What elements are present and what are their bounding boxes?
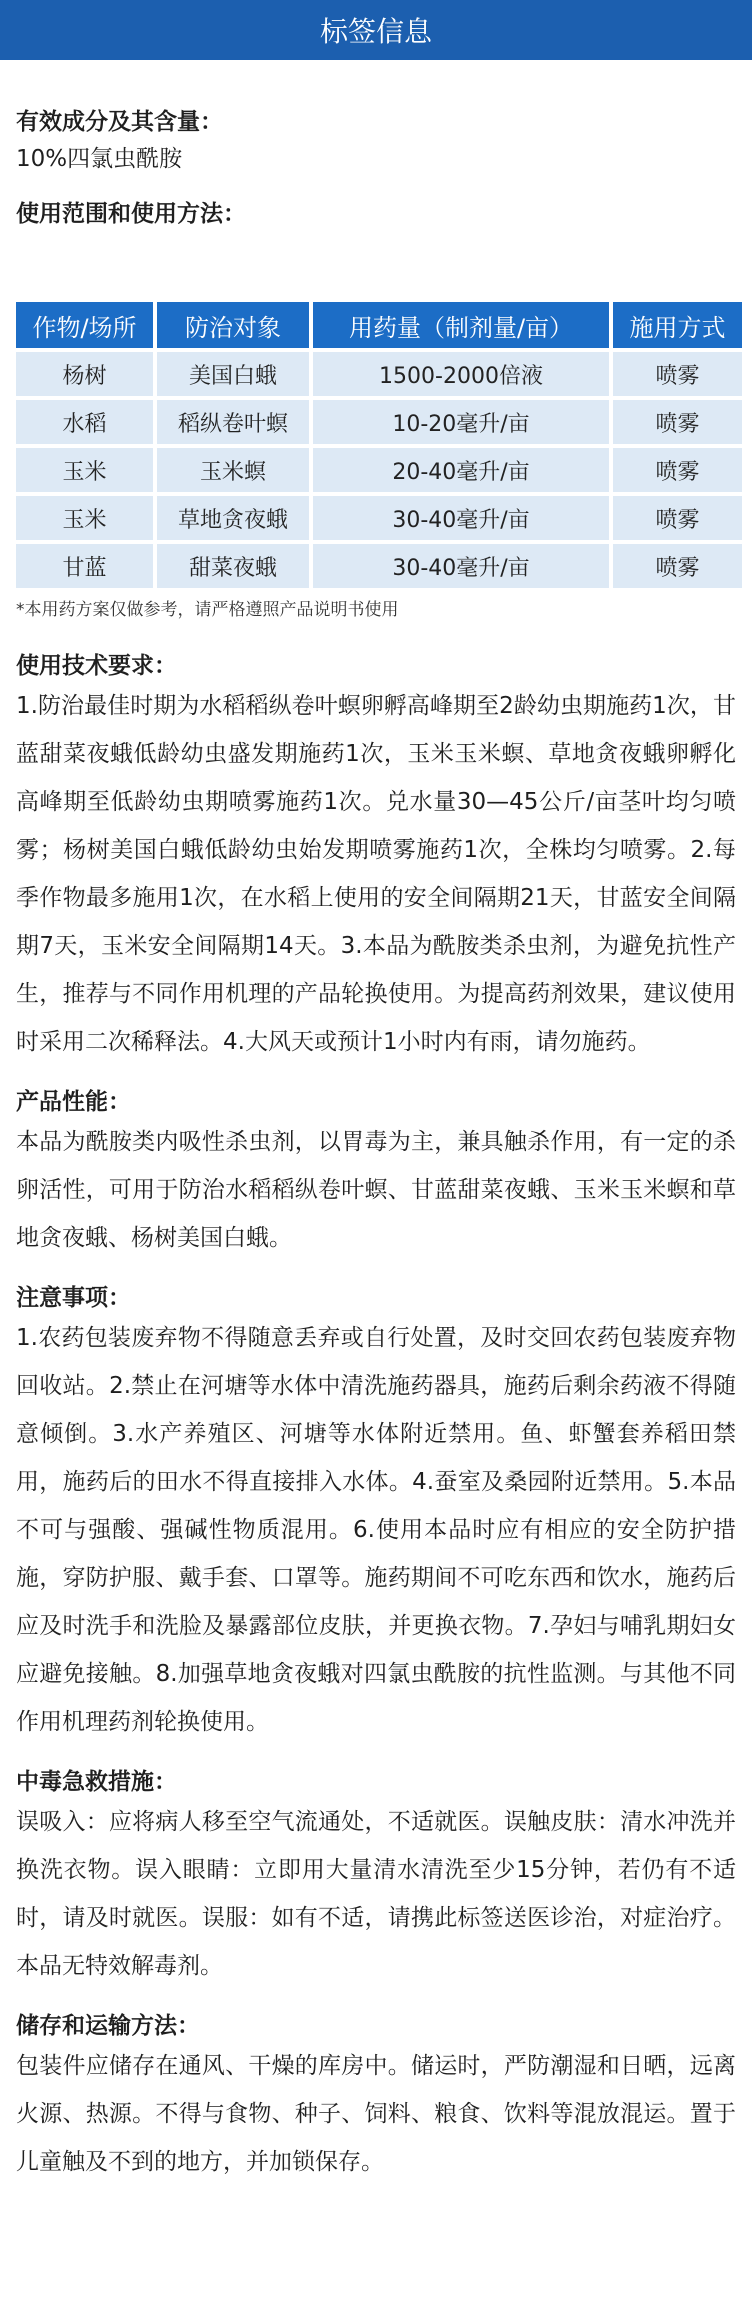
storage-section xyxy=(16,2010,736,2186)
cell-crop: 玉米 xyxy=(16,448,153,496)
scope-title: 使用范围和使用方法： xyxy=(16,201,246,227)
table-row xyxy=(16,496,742,544)
scope-section xyxy=(16,198,736,230)
cell-target: 美国白蛾 xyxy=(157,352,309,400)
cell-dosage: 10-20毫升/亩 xyxy=(313,400,609,448)
header-dosage: 用药量（制剂量/亩） xyxy=(313,302,609,352)
first-aid-text: 误吸入：应将病人移至空气流通处，不适就医。误触皮肤：清水冲洗并换洗衣物。误入眼睛：立即用大量清水清洗至少15分钟，若仍有不适时，请及时就医。误服：如有不适，请携此标签送医诊治，对症治疗。本品无特效解毒剂。 xyxy=(16,1809,736,1979)
cell-dosage: 1500-2000倍液 xyxy=(313,352,609,400)
usage-table xyxy=(12,302,746,592)
cell-crop: 玉米 xyxy=(16,496,153,544)
cell-crop: 杨树 xyxy=(16,352,153,400)
cell-crop: 水稻 xyxy=(16,400,153,448)
ingredients-section xyxy=(16,106,736,180)
page-title: 标签信息 xyxy=(319,15,432,48)
technique-title: 使用技术要求： xyxy=(16,653,177,679)
performance-title: 产品性能： xyxy=(16,1089,131,1115)
storage-title: 储存和运输方法： xyxy=(16,2013,200,2039)
cell-crop: 甘蓝 xyxy=(16,544,153,592)
technique-text: 1.防治最佳时期为水稻稻纵卷叶螟卵孵高峰期至2龄幼虫期施药1次，甘蓝甜菜夜蛾低龄幼虫盛发期施药1次，玉米玉米螟、草地贪夜蛾卵孵化高峰期至低龄幼虫期喷雾施药1次。兑水量30—45公斤/亩茎叶均匀喷雾；杨树美国白蛾低龄幼虫始发期喷雾施药1次，全株均匀喷雾。2.每季作物最多施用1次，在水稻上使用的安全间隔期21天，甘蓝安全间隔期7天，玉米安全间隔期14天。3.本品为酰胺类杀虫剂，为避免抗性产生，推荐与不同作用机理的产品轮换使用。为提高药剂效果，建议使用时采用二次稀释法。4.大风天或预计1小时内有雨，请勿施药。 xyxy=(16,693,736,1055)
header-crop: 作物/场所 xyxy=(16,302,153,352)
cell-dosage: 30-40毫升/亩 xyxy=(313,544,609,592)
first-aid-title: 中毒急救措施： xyxy=(16,1769,177,1795)
cell-method: 喷雾 xyxy=(613,352,742,400)
ingredients-title: 有效成分及其含量： xyxy=(16,109,223,135)
cell-method: 喷雾 xyxy=(613,496,742,544)
precautions-section xyxy=(16,1282,736,1746)
precautions-text: 1.农药包装废弃物不得随意丢弃或自行处置，及时交回农药包装废弃物回收站。2.禁止在河塘等水体中清洗施药器具，施药后剩余药液不得随意倾倒。3.水产养殖区、河塘等水体附近禁用。鱼、虾蟹套养稻田禁用，施药后的田水不得直接排入水体。4.蚕室及桑园附近禁用。5.本品不可与强酸、强碱性物质混用。6.使用本品时应有相应的安全防护措施，穿防护服、戴手套、口罩等。施药期间不可吃东西和饮水，施药后应及时洗手和洗脸及暴露部位皮肤，并更换衣物。7.孕妇与哺乳期妇女应避免接触。8.加强草地贪夜蛾对四氯虫酰胺的抗性监测。与其他不同作用机理药剂轮换使用。 xyxy=(16,1325,736,1735)
table-row xyxy=(16,448,742,496)
page-header xyxy=(0,0,752,60)
cell-target: 甜菜夜蛾 xyxy=(157,544,309,592)
performance-text: 本品为酰胺类内吸性杀虫剂，以胃毒为主，兼具触杀作用，有一定的杀卵活性，可用于防治水稻稻纵卷叶螟、甘蓝甜菜夜蛾、玉米玉米螟和草地贪夜蛾、杨树美国白蛾。 xyxy=(16,1129,736,1251)
table-row xyxy=(16,544,742,592)
cell-method: 喷雾 xyxy=(613,400,742,448)
cell-dosage: 20-40毫升/亩 xyxy=(313,448,609,496)
header-method: 施用方式 xyxy=(613,302,742,352)
label-content xyxy=(0,106,752,2186)
cell-method: 喷雾 xyxy=(613,448,742,496)
usage-table-section xyxy=(16,302,736,622)
cell-dosage: 30-40毫升/亩 xyxy=(313,496,609,544)
technique-section xyxy=(16,650,736,1066)
cell-method: 喷雾 xyxy=(613,544,742,592)
cell-target: 草地贪夜蛾 xyxy=(157,496,309,544)
first-aid-section xyxy=(16,1766,736,1990)
cell-target: 稻纵卷叶螟 xyxy=(157,400,309,448)
ingredients-text: 10%四氯虫酰胺 xyxy=(16,146,183,172)
performance-section xyxy=(16,1086,736,1262)
table-row xyxy=(16,352,742,400)
usage-note: *本用药方案仅做参考，请严格遵照产品说明书使用 xyxy=(16,600,399,620)
storage-text: 包装件应储存在通风、干燥的库房中。储运时，严防潮湿和日晒，远离火源、热源。不得与食物、种子、饲料、粮食、饮料等混放混运。置于儿童触及不到的地方，并加锁保存。 xyxy=(16,2053,736,2175)
usage-table-header-row xyxy=(16,302,742,352)
precautions-title: 注意事项： xyxy=(16,1285,131,1311)
cell-target: 玉米螟 xyxy=(157,448,309,496)
table-row xyxy=(16,400,742,448)
header-target: 防治对象 xyxy=(157,302,309,352)
